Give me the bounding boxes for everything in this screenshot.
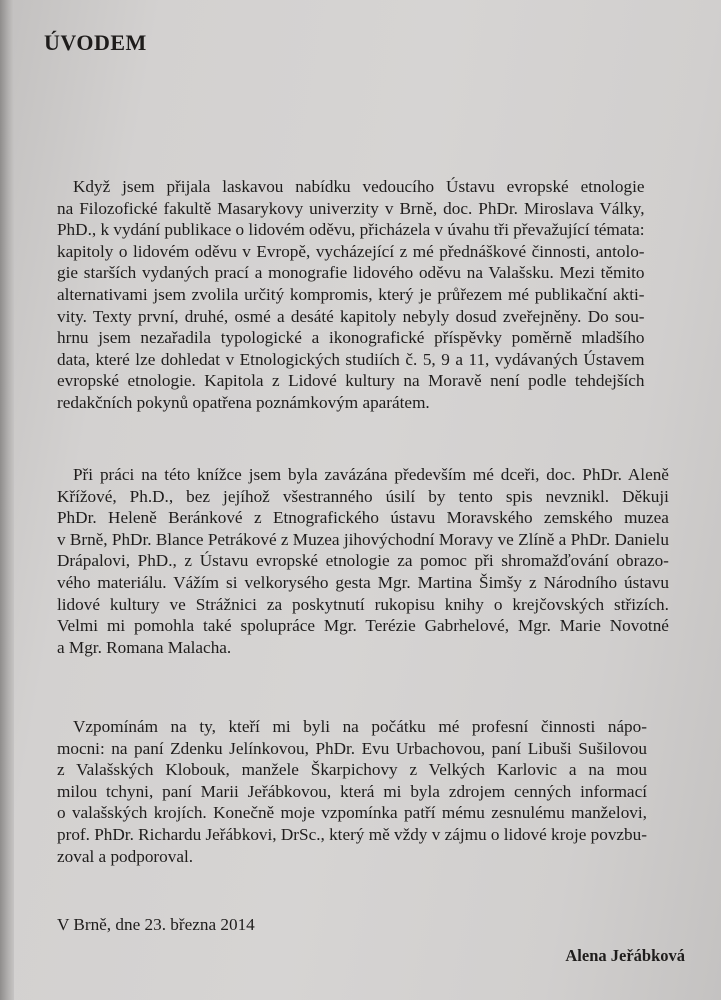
text-line: prof. PhDr. Richardu Jeřábkovi, DrSc., který mě vždy v zájmu o lidové kroje povzbu- bbox=[57, 824, 647, 844]
text-line: Drápalovi, PhD., z Ústavu evropské etnologie za pomoc při shromažďování obrazo- bbox=[57, 551, 669, 571]
text-line: PhD., k vydání publikace o lidovém oděvu, přicházela v úvahu tři převažující témata: bbox=[57, 220, 645, 240]
text-line: data, které lze dohledat v Etnologických studiích č. 5, 9 a 11, vydávaných Ústavem bbox=[57, 349, 645, 369]
text-line: kapitoly o lidovém oděvu v Evropě, vycházející z mé přednáškové činnosti, antolo- bbox=[57, 241, 645, 261]
text-line: z Valašských Klobouk, manžele Škarpichovy z Velkých Karlovic a na mou bbox=[57, 760, 647, 780]
text-line: redakčních pokynů opatřena poznámkovým aparátem. bbox=[57, 392, 430, 412]
text-line: Při práci na této knížce jsem byla zavázána především mé dceři, doc. PhDr. Aleně bbox=[73, 465, 669, 484]
paragraph-1 bbox=[57, 176, 645, 414]
text-line: vity. Texty první, druhé, osmé a desáté kapitoly nebyly dosud zveřejněny. Do sou- bbox=[57, 306, 645, 326]
text-line: hrnu jsem nezařadila typologické a ikonografické příspěvky poměrně mladšího bbox=[57, 328, 645, 348]
text-line: Velmi mi pomohla také spolupráce Mgr. Terézie Gabrhelové, Mgr. Marie Novotné bbox=[57, 616, 669, 636]
page-heading: ÚVODEM bbox=[44, 30, 147, 55]
paragraph-3 bbox=[57, 716, 647, 867]
text-line: lidové kultury ve Strážnici za poskytnutí rukopisu knihy o krejčovských střizích. bbox=[57, 594, 669, 614]
text-line: mocni: na paní Zdenku Jelínkovou, PhDr. Evu Urbachovou, paní Libuši Sušilovou bbox=[57, 738, 647, 758]
text-line: vého materiálu. Vážím si velkorysého gesta Mgr. Martina Šimšy z Národního ústavu bbox=[57, 572, 669, 592]
text-line: o valašských krojích. Konečně moje vzpomínka patří mému zesnulému manželovi, bbox=[57, 803, 647, 823]
text-line: PhDr. Heleně Beránkové z Etnografického ústavu Moravského zemského muzea bbox=[57, 508, 669, 528]
author-signature: Alena Jeřábková bbox=[565, 946, 685, 965]
text-line: gie starších vydaných prací a monografie lidového oděvu na Valašsku. Mezi těmito bbox=[57, 263, 645, 283]
page-binding-edge bbox=[0, 0, 14, 1000]
text-line: na Filozofické fakultě Masarykovy univerzity v Brně, doc. PhDr. Miroslava Války, bbox=[57, 198, 645, 218]
text-line: a Mgr. Romana Malacha. bbox=[57, 637, 232, 657]
text-line: milou tchyni, paní Marii Jeřábkovou, která mi byla zdrojem cenných informací bbox=[57, 781, 647, 801]
place-and-date: V Brně, dne 23. března 2014 bbox=[57, 915, 255, 934]
text-line: alternativami jsem zvolila určitý kompromis, který je průřezem mé publikační akti- bbox=[57, 284, 645, 304]
paragraph-2 bbox=[57, 464, 669, 658]
text-line: v Brně, PhDr. Blance Petrákové z Muzea jihovýchodní Moravy ve Zlíně a PhDr. Danielu bbox=[57, 529, 669, 549]
text-line: evropské etnologie. Kapitola z Lidové kultury na Moravě není podle tehdejších bbox=[57, 371, 645, 391]
text-line: Když jsem přijala laskavou nabídku vedoucího Ústavu evropské etnologie bbox=[73, 177, 645, 196]
text-line: Vzpomínám na ty, kteří mi byli na počátku mé profesní činnosti nápo- bbox=[73, 717, 647, 736]
text-line: zoval a podporoval. bbox=[57, 846, 194, 866]
text-line: Křížové, Ph.D., bez jejíhož všestranného úsilí by tento spis nevznikl. Děkuji bbox=[57, 486, 669, 506]
